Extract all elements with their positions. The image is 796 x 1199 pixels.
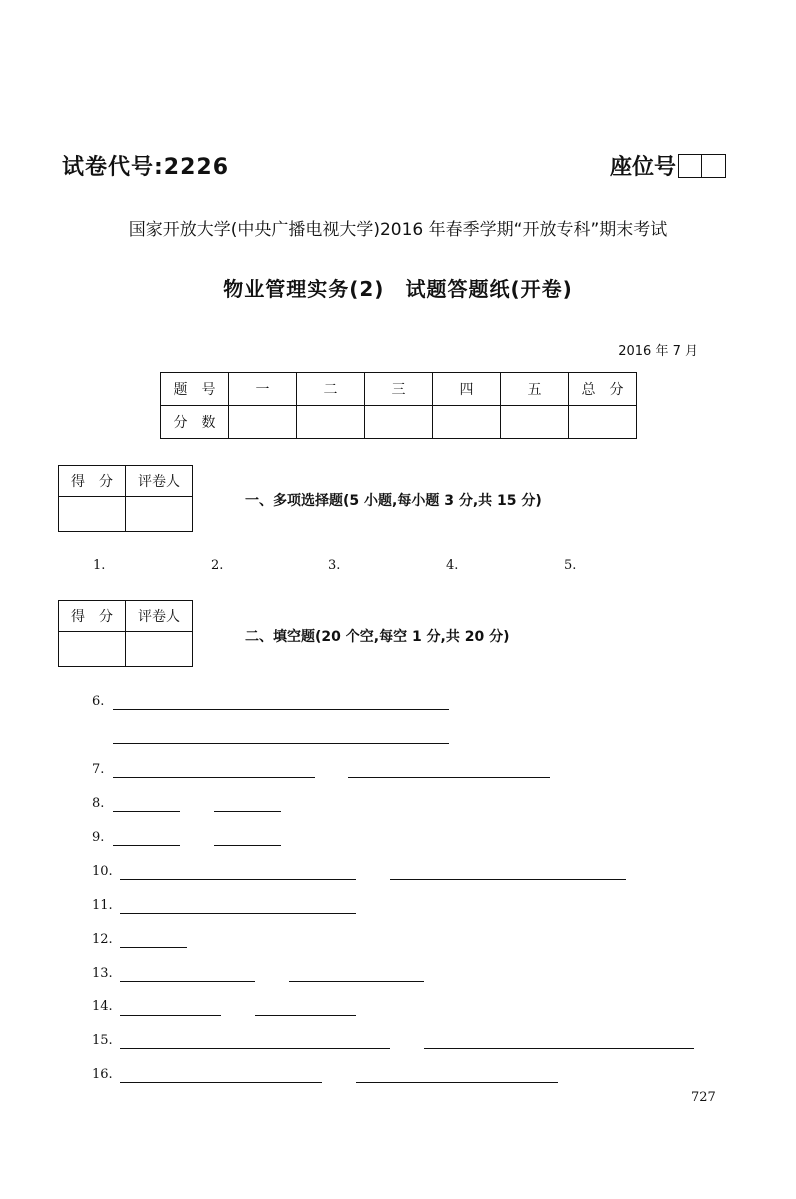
answer-line[interactable]: [424, 1048, 694, 1049]
exam-date: 2016 年 7 月: [618, 344, 698, 359]
answer-line[interactable]: [113, 709, 449, 710]
exam-title: 物业管理实务(2) 试题答题纸(开卷): [223, 277, 573, 301]
answer-line[interactable]: [390, 879, 626, 880]
grader-box-section2: [58, 600, 193, 667]
answer-line[interactable]: [214, 811, 281, 812]
section1-title: 一、多项选择题(5 小题,每小题 3 分,共 15 分): [245, 493, 542, 509]
score-cell-total: 总 分: [569, 373, 637, 406]
question-number: 16.: [92, 1067, 113, 1082]
question-number: 14.: [92, 999, 113, 1014]
seat-boxes: [678, 154, 726, 178]
exam-header: 国家开放大学(中央广播电视大学)2016 年春季学期“开放专科”期末考试: [128, 220, 668, 240]
score-input-q5[interactable]: [501, 406, 569, 439]
answer-line[interactable]: [120, 913, 356, 914]
score-cell-q5: 五: [501, 373, 569, 406]
answer-line[interactable]: [113, 777, 315, 778]
grader-box-section1: [58, 465, 193, 532]
page-number: 727: [691, 1090, 716, 1105]
answer-line[interactable]: [120, 879, 356, 880]
score-cell-q3: 三: [365, 373, 433, 406]
score-input-total[interactable]: [569, 406, 637, 439]
grader-score-label: 得 分: [59, 601, 126, 632]
mc-number-4: 4.: [446, 558, 459, 573]
grader-name-label: 评卷人: [126, 601, 193, 632]
answer-line[interactable]: [120, 947, 187, 948]
score-input-q2[interactable]: [297, 406, 365, 439]
question-number: 10.: [92, 864, 113, 879]
answer-line[interactable]: [255, 1015, 356, 1016]
mc-number-5: 5.: [564, 558, 577, 573]
question-number: 7.: [92, 762, 105, 777]
score-table-header-row: [161, 373, 637, 406]
answer-line[interactable]: [356, 1082, 558, 1083]
answer-line[interactable]: [120, 1015, 221, 1016]
score-input-q4[interactable]: [433, 406, 501, 439]
score-cell-q1: 一: [229, 373, 297, 406]
mc-number-2: 2.: [211, 558, 224, 573]
score-table: [160, 372, 637, 439]
answer-line[interactable]: [113, 811, 180, 812]
question-number: 15.: [92, 1033, 113, 1048]
score-input-q3[interactable]: [365, 406, 433, 439]
answer-line[interactable]: [348, 777, 550, 778]
score-input-q1[interactable]: [229, 406, 297, 439]
answer-line[interactable]: [113, 845, 180, 846]
answer-line[interactable]: [214, 845, 281, 846]
question-number: 6.: [92, 694, 105, 709]
mc-number-1: 1.: [93, 558, 106, 573]
grader-score-input[interactable]: [59, 632, 126, 667]
score-cell-q2: 二: [297, 373, 365, 406]
grader-name-input[interactable]: [126, 632, 193, 667]
answer-line[interactable]: [113, 743, 449, 744]
seat-number: [610, 150, 726, 181]
score-cell-q4: 四: [433, 373, 501, 406]
score-cell-label: 题 号: [161, 373, 229, 406]
question-number: 13.: [92, 966, 113, 981]
grader-score-input[interactable]: [59, 497, 126, 532]
answer-line[interactable]: [289, 981, 424, 982]
grader-name-input[interactable]: [126, 497, 193, 532]
question-number: 12.: [92, 932, 113, 947]
section2-title: 二、填空题(20 个空,每空 1 分,共 20 分): [245, 629, 510, 645]
grader-score-label: 得 分: [59, 466, 126, 497]
mc-number-3: 3.: [328, 558, 341, 573]
question-number: 8.: [92, 796, 105, 811]
seat-box[interactable]: [702, 154, 726, 178]
question-number: 11.: [92, 898, 113, 913]
score-table-score-row: [161, 406, 637, 439]
score-row-label: 分 数: [161, 406, 229, 439]
seat-label: 座位号: [610, 155, 677, 180]
answer-line[interactable]: [120, 1048, 390, 1049]
seat-box[interactable]: [678, 154, 702, 178]
question-number: 9.: [92, 830, 105, 845]
exam-code: 试卷代号:2226: [62, 155, 230, 180]
answer-line[interactable]: [120, 981, 255, 982]
grader-name-label: 评卷人: [126, 466, 193, 497]
answer-line[interactable]: [120, 1082, 322, 1083]
